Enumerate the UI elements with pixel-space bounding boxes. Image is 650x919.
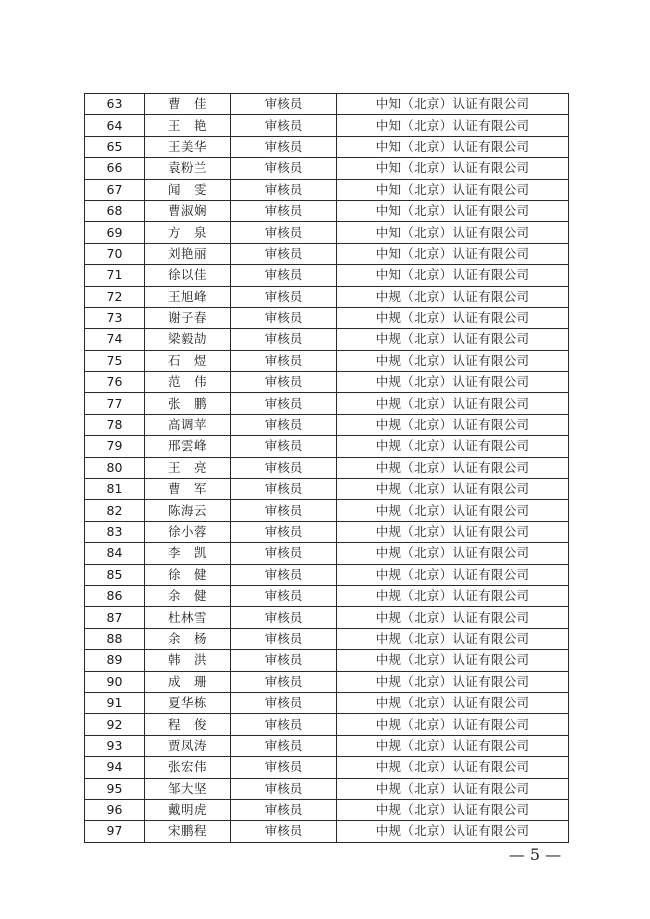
auditor-name: 徐以佳 bbox=[145, 265, 231, 286]
auditor-name: 曹 佳 bbox=[145, 94, 231, 115]
auditor-name: 曹 军 bbox=[145, 479, 231, 500]
table-row bbox=[85, 329, 569, 350]
row-number: 64 bbox=[85, 115, 145, 136]
auditor-role: 审核员 bbox=[231, 329, 337, 350]
row-number: 73 bbox=[85, 307, 145, 328]
auditor-name: 李 凯 bbox=[145, 543, 231, 564]
row-number: 82 bbox=[85, 500, 145, 521]
table-row bbox=[85, 94, 569, 115]
row-number: 69 bbox=[85, 222, 145, 243]
row-number: 96 bbox=[85, 799, 145, 820]
auditor-role: 审核员 bbox=[231, 200, 337, 221]
row-number: 91 bbox=[85, 692, 145, 713]
certification-organization: 中知（北京）认证有限公司 bbox=[337, 158, 569, 179]
auditor-role: 审核员 bbox=[231, 286, 337, 307]
auditor-role: 审核员 bbox=[231, 179, 337, 200]
table-row bbox=[85, 265, 569, 286]
certification-organization: 中规（北京）认证有限公司 bbox=[337, 564, 569, 585]
auditor-role: 审核员 bbox=[231, 778, 337, 799]
certification-organization: 中知（北京）认证有限公司 bbox=[337, 115, 569, 136]
auditor-role: 审核员 bbox=[231, 671, 337, 692]
row-number: 76 bbox=[85, 372, 145, 393]
auditor-role: 审核员 bbox=[231, 414, 337, 435]
auditor-role: 审核员 bbox=[231, 136, 337, 157]
row-number: 85 bbox=[85, 564, 145, 585]
auditor-name: 邹大坚 bbox=[145, 778, 231, 799]
auditor-name: 王旭峰 bbox=[145, 286, 231, 307]
table-row bbox=[85, 778, 569, 799]
auditor-role: 审核员 bbox=[231, 393, 337, 414]
certification-organization: 中规（北京）认证有限公司 bbox=[337, 757, 569, 778]
certification-organization: 中规（北京）认证有限公司 bbox=[337, 286, 569, 307]
table-row bbox=[85, 521, 569, 542]
auditor-role: 审核员 bbox=[231, 500, 337, 521]
auditor-role: 审核员 bbox=[231, 735, 337, 756]
table-row bbox=[85, 735, 569, 756]
auditor-name: 曹淑娴 bbox=[145, 200, 231, 221]
table-row bbox=[85, 243, 569, 264]
row-number: 97 bbox=[85, 821, 145, 842]
row-number: 81 bbox=[85, 479, 145, 500]
row-number: 92 bbox=[85, 714, 145, 735]
table-row bbox=[85, 543, 569, 564]
auditor-role: 审核员 bbox=[231, 158, 337, 179]
auditor-name: 刘艳丽 bbox=[145, 243, 231, 264]
certification-organization: 中知（北京）认证有限公司 bbox=[337, 243, 569, 264]
certification-organization: 中规（北京）认证有限公司 bbox=[337, 607, 569, 628]
certification-organization: 中知（北京）认证有限公司 bbox=[337, 222, 569, 243]
table-row bbox=[85, 628, 569, 649]
auditor-name: 高调苹 bbox=[145, 414, 231, 435]
table-row bbox=[85, 286, 569, 307]
auditor-name: 宋鹏程 bbox=[145, 821, 231, 842]
auditor-name: 贾凤涛 bbox=[145, 735, 231, 756]
certification-organization: 中规（北京）认证有限公司 bbox=[337, 307, 569, 328]
table-row bbox=[85, 372, 569, 393]
certification-organization: 中知（北京）认证有限公司 bbox=[337, 94, 569, 115]
table-row bbox=[85, 136, 569, 157]
row-number: 63 bbox=[85, 94, 145, 115]
auditor-role: 审核员 bbox=[231, 821, 337, 842]
auditor-name: 徐小蓉 bbox=[145, 521, 231, 542]
certification-organization: 中规（北京）认证有限公司 bbox=[337, 714, 569, 735]
row-number: 68 bbox=[85, 200, 145, 221]
table-row bbox=[85, 500, 569, 521]
auditor-role: 审核员 bbox=[231, 115, 337, 136]
table-row bbox=[85, 457, 569, 478]
table-row bbox=[85, 757, 569, 778]
row-number: 66 bbox=[85, 158, 145, 179]
row-number: 65 bbox=[85, 136, 145, 157]
row-number: 71 bbox=[85, 265, 145, 286]
certification-organization: 中规（北京）认证有限公司 bbox=[337, 350, 569, 371]
row-number: 93 bbox=[85, 735, 145, 756]
table-row bbox=[85, 179, 569, 200]
auditor-name: 成 珊 bbox=[145, 671, 231, 692]
certification-organization: 中规（北京）认证有限公司 bbox=[337, 479, 569, 500]
auditor-role: 审核员 bbox=[231, 350, 337, 371]
table-row bbox=[85, 414, 569, 435]
table-row bbox=[85, 821, 569, 842]
auditor-name: 韩 洪 bbox=[145, 650, 231, 671]
table-row bbox=[85, 799, 569, 820]
row-number: 87 bbox=[85, 607, 145, 628]
auditor-name: 戴明虎 bbox=[145, 799, 231, 820]
auditor-role: 审核员 bbox=[231, 585, 337, 606]
auditor-role: 审核员 bbox=[231, 799, 337, 820]
certification-organization: 中规（北京）认证有限公司 bbox=[337, 650, 569, 671]
auditor-role: 审核员 bbox=[231, 436, 337, 457]
certification-organization: 中规（北京）认证有限公司 bbox=[337, 414, 569, 435]
certification-organization: 中规（北京）认证有限公司 bbox=[337, 436, 569, 457]
auditor-role: 审核员 bbox=[231, 628, 337, 649]
certification-organization: 中规（北京）认证有限公司 bbox=[337, 585, 569, 606]
auditor-name: 方 泉 bbox=[145, 222, 231, 243]
row-number: 70 bbox=[85, 243, 145, 264]
certification-organization: 中规（北京）认证有限公司 bbox=[337, 543, 569, 564]
auditor-role: 审核员 bbox=[231, 543, 337, 564]
auditor-name: 王 艳 bbox=[145, 115, 231, 136]
auditor-role: 审核员 bbox=[231, 94, 337, 115]
table-row bbox=[85, 607, 569, 628]
auditor-name: 夏华栋 bbox=[145, 692, 231, 713]
auditor-role: 审核员 bbox=[231, 564, 337, 585]
auditor-name: 张 鹏 bbox=[145, 393, 231, 414]
certification-organization: 中规（北京）认证有限公司 bbox=[337, 457, 569, 478]
table-row bbox=[85, 714, 569, 735]
auditor-role: 审核员 bbox=[231, 243, 337, 264]
auditor-role: 审核员 bbox=[231, 372, 337, 393]
auditor-name: 谢子春 bbox=[145, 307, 231, 328]
row-number: 89 bbox=[85, 650, 145, 671]
table-row bbox=[85, 350, 569, 371]
certification-organization: 中规（北京）认证有限公司 bbox=[337, 372, 569, 393]
row-number: 72 bbox=[85, 286, 145, 307]
table-row bbox=[85, 436, 569, 457]
auditor-name: 王美华 bbox=[145, 136, 231, 157]
certification-organization: 中规（北京）认证有限公司 bbox=[337, 521, 569, 542]
row-number: 74 bbox=[85, 329, 145, 350]
auditor-name: 杜林雪 bbox=[145, 607, 231, 628]
table-row bbox=[85, 692, 569, 713]
auditor-table bbox=[84, 93, 569, 843]
row-number: 95 bbox=[85, 778, 145, 799]
table-row bbox=[85, 200, 569, 221]
certification-organization: 中规（北京）认证有限公司 bbox=[337, 393, 569, 414]
certification-organization: 中规（北京）认证有限公司 bbox=[337, 671, 569, 692]
certification-organization: 中知（北京）认证有限公司 bbox=[337, 136, 569, 157]
page-number: — 5 — bbox=[508, 845, 562, 864]
row-number: 83 bbox=[85, 521, 145, 542]
auditor-name: 张宏伟 bbox=[145, 757, 231, 778]
row-number: 75 bbox=[85, 350, 145, 371]
table-row bbox=[85, 650, 569, 671]
auditor-name: 余 健 bbox=[145, 585, 231, 606]
certification-organization: 中规（北京）认证有限公司 bbox=[337, 778, 569, 799]
certification-organization: 中规（北京）认证有限公司 bbox=[337, 329, 569, 350]
certification-organization: 中规（北京）认证有限公司 bbox=[337, 799, 569, 820]
auditor-role: 审核员 bbox=[231, 607, 337, 628]
auditor-role: 审核员 bbox=[231, 757, 337, 778]
table-row bbox=[85, 671, 569, 692]
auditor-name: 石 煜 bbox=[145, 350, 231, 371]
auditor-name: 王 亮 bbox=[145, 457, 231, 478]
table-row bbox=[85, 393, 569, 414]
row-number: 77 bbox=[85, 393, 145, 414]
auditor-name: 闻 雯 bbox=[145, 179, 231, 200]
row-number: 88 bbox=[85, 628, 145, 649]
auditor-name: 徐 健 bbox=[145, 564, 231, 585]
row-number: 79 bbox=[85, 436, 145, 457]
auditor-role: 审核员 bbox=[231, 521, 337, 542]
table-row bbox=[85, 479, 569, 500]
table-row bbox=[85, 158, 569, 179]
auditor-name: 邢雲峰 bbox=[145, 436, 231, 457]
auditor-name: 范 伟 bbox=[145, 372, 231, 393]
auditor-role: 审核员 bbox=[231, 222, 337, 243]
table-row bbox=[85, 115, 569, 136]
row-number: 94 bbox=[85, 757, 145, 778]
auditor-role: 审核员 bbox=[231, 692, 337, 713]
certification-organization: 中规（北京）认证有限公司 bbox=[337, 735, 569, 756]
auditor-name: 陈海云 bbox=[145, 500, 231, 521]
auditor-role: 审核员 bbox=[231, 457, 337, 478]
certification-organization: 中知（北京）认证有限公司 bbox=[337, 179, 569, 200]
row-number: 84 bbox=[85, 543, 145, 564]
row-number: 80 bbox=[85, 457, 145, 478]
auditor-name: 梁毅劼 bbox=[145, 329, 231, 350]
table-row bbox=[85, 585, 569, 606]
auditor-role: 审核员 bbox=[231, 714, 337, 735]
auditor-name: 程 俊 bbox=[145, 714, 231, 735]
table-row bbox=[85, 564, 569, 585]
row-number: 78 bbox=[85, 414, 145, 435]
auditor-name: 袁粉兰 bbox=[145, 158, 231, 179]
table-row bbox=[85, 307, 569, 328]
certification-organization: 中规（北京）认证有限公司 bbox=[337, 500, 569, 521]
row-number: 67 bbox=[85, 179, 145, 200]
auditor-role: 审核员 bbox=[231, 265, 337, 286]
certification-organization: 中规（北京）认证有限公司 bbox=[337, 821, 569, 842]
auditor-table-body bbox=[85, 94, 569, 843]
auditor-role: 审核员 bbox=[231, 307, 337, 328]
row-number: 90 bbox=[85, 671, 145, 692]
certification-organization: 中知（北京）认证有限公司 bbox=[337, 265, 569, 286]
auditor-role: 审核员 bbox=[231, 479, 337, 500]
row-number: 86 bbox=[85, 585, 145, 606]
certification-organization: 中规（北京）认证有限公司 bbox=[337, 692, 569, 713]
certification-organization: 中知（北京）认证有限公司 bbox=[337, 200, 569, 221]
auditor-role: 审核员 bbox=[231, 650, 337, 671]
auditor-name: 余 杨 bbox=[145, 628, 231, 649]
certification-organization: 中规（北京）认证有限公司 bbox=[337, 628, 569, 649]
table-row bbox=[85, 222, 569, 243]
